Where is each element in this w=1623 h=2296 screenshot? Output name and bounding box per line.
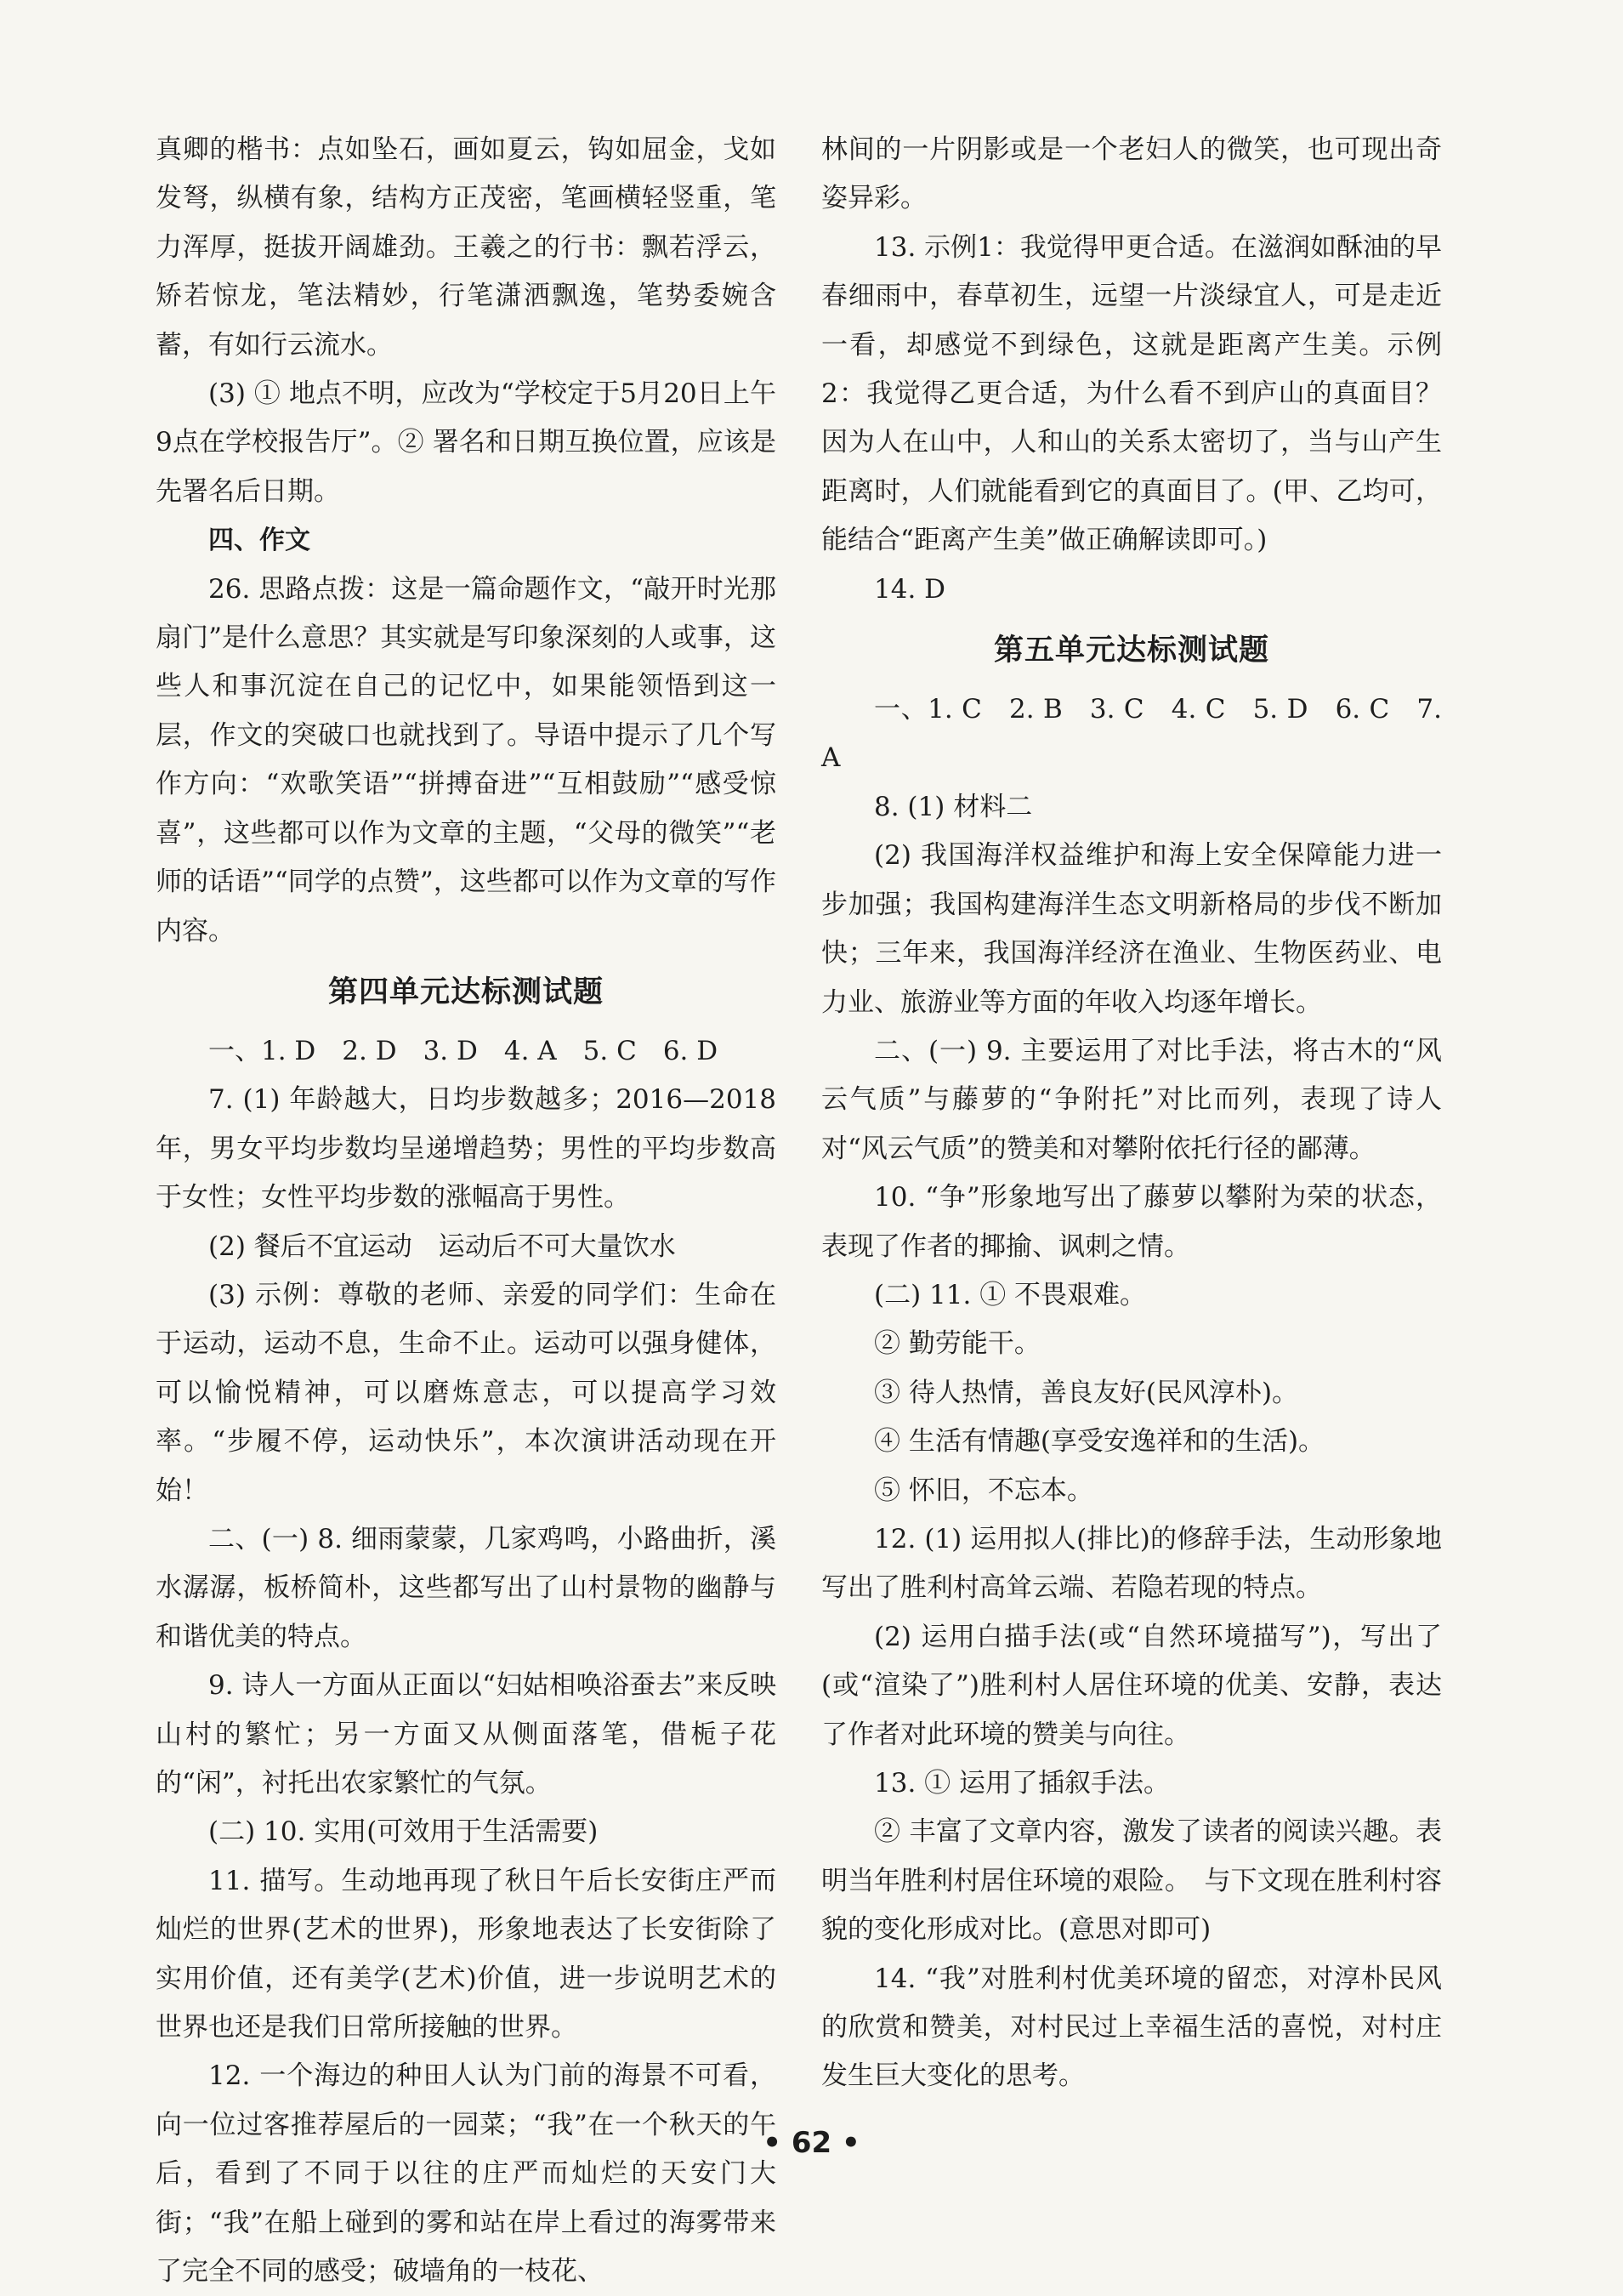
unit-heading: 第五单元达标测试题 bbox=[993, 634, 1269, 668]
answer-paragraph: (2) 运用白描手法(或“自然环境描写”)，写出了(或“渲染了”)胜利村人居住环境的优美、安静，表达了作者对此环境的赞美与向往。 bbox=[821, 1621, 1442, 1750]
answer-paragraph: ⑤ 怀旧，不忘本。 bbox=[874, 1475, 1093, 1506]
answer-paragraph: 林间的一片阴影或是一个老妇人的微笑，也可现出奇姿异彩。 bbox=[821, 134, 1442, 214]
section-heading: 四、作文 bbox=[208, 526, 310, 556]
answer-paragraph: 12. 一个海边的种田人认为门前的海景不可看，向一位过客推荐屋后的一园菜；“我”在一个秋天的午后，看到了不同于以往的庄严而灿烂的天安门大街；“我”在船上碰到的雾和站在岸上看过的海雾带来了完全不同的感受；破墙角的一枝花、 bbox=[156, 2060, 776, 2287]
answer-paragraph: 11. 描写。生动地再现了秋日午后长安街庄严而灿烂的世界(艺术的世界)，形象地表达了长安街除了实用价值，还有美学(艺术)价值，进一步说明艺术的世界也还是我们日常所接触的世界。 bbox=[156, 1865, 776, 2043]
answer-paragraph: ③ 待人热情，善良友好(民风淳朴)。 bbox=[874, 1377, 1299, 1408]
answer-paragraph: (二) 10. 实用(可效用于生活需要) bbox=[208, 1816, 599, 1848]
left-column bbox=[156, 126, 776, 2296]
answer-paragraph: 26. 思路点拨：这是一篇命题作文，“敲开时光那扇门”是什么意思？其实就是写印象深刻的人或事，这些人和事沉淀在自己的记忆中，如果能领悟到这一层，作文的突破口也就找到了。导语中提示了几个写作方向：“欢歌笑语”“拼搏奋进”“互相鼓励”“感受惊喜”，这些都可以作为文章的主题，“父母的微笑”“老师的话语”“同学的点赞”，这些都可以作为文章的写作内容。 bbox=[156, 573, 776, 946]
answer-paragraph: 7. (1) 年龄越大，日均步数越多；2016—2018年，男女平均步数均呈递增趋势；男性的平均步数高于女性；女性平均步数的涨幅高于男性。 bbox=[156, 1084, 776, 1213]
page-number: • 62 • bbox=[763, 2126, 860, 2160]
answer-paragraph: ② 丰富了文章内容，激发了读者的阅读兴趣。表明当年胜利村居住环境的艰险。 与下文现在胜利村容貌的变化形成对比。(意思对即可) bbox=[821, 1816, 1442, 1946]
answer-paragraph: (二) 11. ① 不畏艰难。 bbox=[874, 1279, 1147, 1310]
answer-paragraph: (2) 餐后不宜运动 运动后不可大量饮水 bbox=[208, 1230, 676, 1262]
unit-heading: 第四单元达标测试题 bbox=[327, 975, 604, 1009]
answer-paragraph: ② 勤劳能干。 bbox=[874, 1328, 1041, 1360]
answer-paragraph: 10. “争”形象地写出了藤萝以攀附为荣的状态，表现了作者的揶揄、讽刺之情。 bbox=[821, 1182, 1442, 1262]
answer-paragraph: (2) 我国海洋权益维护和海上安全保障能力进一步加强；我国构建海洋生态文明新格局的步伐不断加快；三年来，我国海洋经济在渔业、生物医药业、电力业、旅游业等方面的年收入均逐年增长。 bbox=[821, 840, 1442, 1018]
answer-paragraph: 二、(一) 9. 主要运用了对比手法，将古木的“风云气质”与藤萝的“争附托”对比而列，表现了诗人对“风云气质”的赞美和对攀附依托行径的鄙薄。 bbox=[821, 1035, 1442, 1164]
answer-paragraph: (3) 示例：尊敬的老师、亲爱的同学们：生命在于运动，运动不息，生命不止。运动可以强身健体，可以愉悦精神，可以磨炼意志，可以提高学习效率。“步履不停，运动快乐”，本次演讲活动现在开始！ bbox=[156, 1279, 776, 1506]
answer-paragraph: 一、1. C 2. B 3. C 4. C 5. D 6. C 7. A bbox=[821, 694, 1442, 774]
answer-paragraph: 13. ① 运用了插叙手法。 bbox=[874, 1768, 1171, 1799]
answer-paragraph: (3) ① 地点不明，应改为“学校定于5月20日上午9点在学校报告厅”。② 署名和日期互换位置，应该是先署名后日期。 bbox=[156, 378, 776, 507]
answer-paragraph: ④ 生活有情趣(享受安逸祥和的生活)。 bbox=[874, 1426, 1325, 1458]
right-column bbox=[821, 126, 1442, 2101]
answer-paragraph: 14. “我”对胜利村优美环境的留恋，对淳朴民风的欣赏和赞美，对村民过上幸福生活的喜悦，对村庄发生巨大变化的思考。 bbox=[821, 1963, 1442, 2092]
answer-paragraph: 14. D bbox=[874, 573, 946, 605]
answer-paragraph: 9. 诗人一方面从正面以“妇姑相唤浴蚕去”来反映山村的繁忙；另一方面又从侧面落笔，借栀子花的“闲”，衬托出农家繁忙的气氛。 bbox=[156, 1670, 776, 1799]
answer-paragraph: 12. (1) 运用拟人(排比)的修辞手法，生动形象地写出了胜利村高耸云端、若隐若现的特点。 bbox=[821, 1523, 1442, 1604]
answer-paragraph: 一、1. D 2. D 3. D 4. A 5. C 6. D bbox=[208, 1035, 718, 1066]
answer-paragraph: 8. (1) 材料二 bbox=[874, 791, 1033, 822]
answer-paragraph: 真卿的楷书：点如坠石，画如夏云，钩如屈金，戈如发弩，纵横有象，结构方正茂密，笔画横轻竖重，笔力浑厚，挺拔开阔雄劲。王羲之的行书：飘若浮云，矫若惊龙，笔法精妙，行笔潇洒飘逸，笔势委婉含蓄，有如行云流水。 bbox=[156, 134, 776, 361]
answer-paragraph: 二、(一) 8. 细雨蒙蒙，几家鸡鸣，小路曲折，溪水潺潺，板桥简朴，这些都写出了山村景物的幽静与和谐优美的特点。 bbox=[156, 1523, 776, 1652]
answer-paragraph: 13. 示例1：我觉得甲更合适。在滋润如酥油的早春细雨中，春草初生，远望一片淡绿宜人，可是走近一看，却感觉不到绿色，这就是距离产生美。示例2：我觉得乙更合适，为什么看不到庐山的真面目？因为人在山中，人和山的关系太密切了，当与山产生距离时，人们就能看到它的真面目了。(甲、乙均可，能结合“距离产生美”做正确解读即可。) bbox=[821, 231, 1442, 556]
